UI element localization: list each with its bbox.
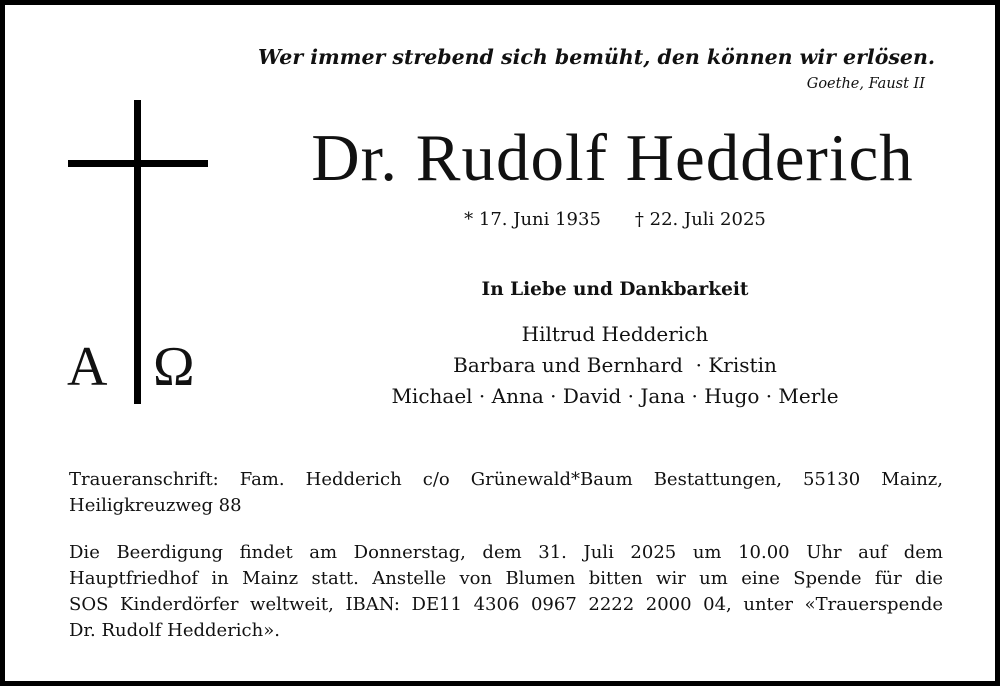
alpha-symbol: A (67, 336, 108, 398)
funeral-line: Die Beerdigung findet am Donnerstag, dem 31. Juli 2025 um 10.00 Uhr auf dem (69, 542, 943, 563)
address-line: Traueranschrift: Fam. Hedderich c/o Grünewald*Baum Bestattungen, 55130 Mainz, (69, 469, 943, 490)
deceased-name: Dr. Rudolf Hedderich (311, 121, 914, 195)
funeral-line: SOS Kinderdörfer weltweit, IBAN: DE11 4306 0967 2222 2000 04, unter «Trauerspende (69, 594, 943, 615)
family-line: Barbara und Bernhard · Kristin (453, 353, 777, 377)
address-line: Heiligkreuzweg 88 (69, 495, 242, 516)
family-line: Michael · Anna · David · Jana · Hugo · Merle (391, 384, 839, 408)
cross-vertical-bar (134, 100, 141, 404)
cross-horizontal-bar (68, 160, 208, 167)
funeral-line: Hauptfriedhof in Mainz statt. Anstelle von Blumen bitten wir um eine Spende für die (69, 568, 943, 589)
birth-date: * 17. Juni 1935 (464, 209, 601, 230)
death-date: † 22. Juli 2025 (634, 209, 766, 230)
life-dates (405, 209, 825, 230)
quote-source: Goethe, Faust II (806, 76, 925, 92)
omega-symbol: Ω (153, 336, 195, 398)
funeral-line: Dr. Rudolf Hedderich». (69, 620, 280, 641)
quote-text: Wer immer strebend sich bemüht, den können wir erlösen. (257, 45, 935, 69)
family-line: Hiltrud Hedderich (521, 322, 709, 346)
mourning-address (69, 467, 943, 519)
funeral-notice (69, 540, 943, 644)
dedication-heading: In Liebe und Dankbarkeit (481, 279, 749, 300)
